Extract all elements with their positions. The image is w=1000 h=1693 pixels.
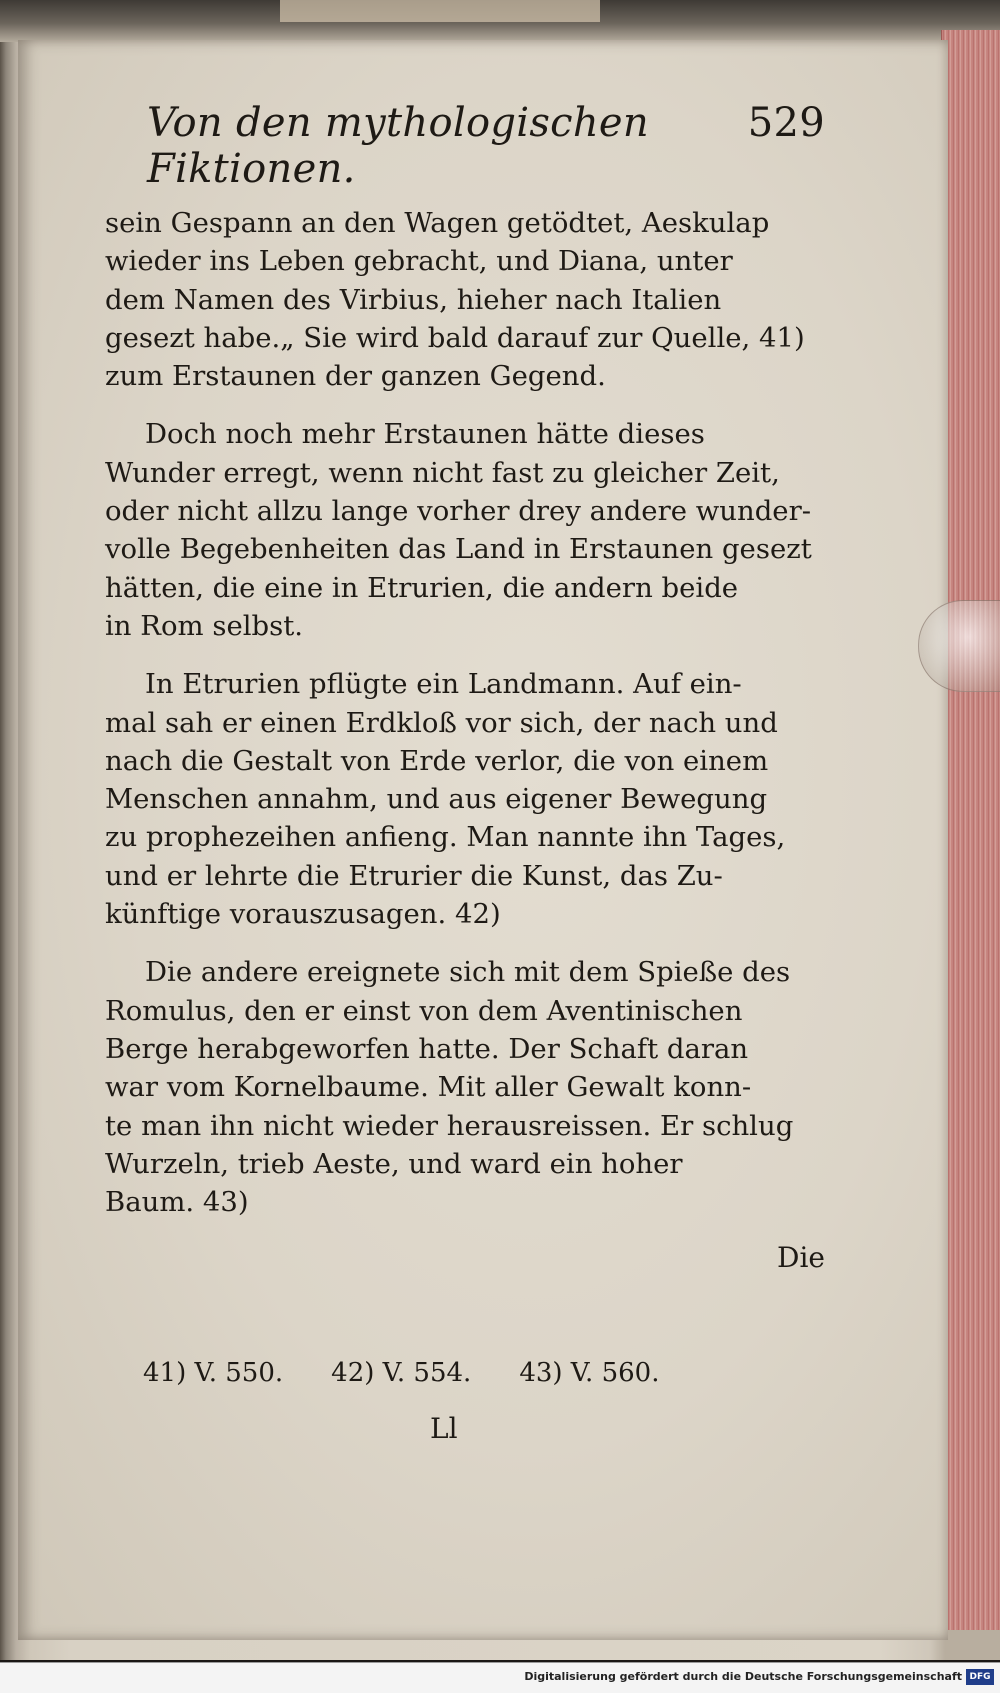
text-line: zum Erstaunen der ganzen Gegend. <box>105 360 606 393</box>
dfg-logo-icon: DFG <box>966 1669 994 1685</box>
text-line: hätten, die eine in Etrurien, die andern beide <box>105 571 739 604</box>
footnote: 43) V. 560. <box>519 1358 660 1388</box>
paragraph-3 <box>105 665 825 933</box>
catchword: Die <box>777 1241 825 1275</box>
text-line: te man ihn nicht wieder herausreissen. Er schlug <box>105 1109 794 1142</box>
running-title: Von den mythologischen Fiktionen. <box>147 100 649 192</box>
text-line: Die andere ereignete sich mit dem Spieße des <box>145 956 791 989</box>
text-line: oder nicht allzu lange vorher drey andere wunder- <box>105 495 812 528</box>
text-line: war vom Kornelbaume. Mit aller Gewalt konn- <box>105 1071 752 1104</box>
footnote: 42) V. 554. <box>331 1358 472 1388</box>
text-line: Wurzeln, trieb Aeste, und ward ein hoher <box>105 1147 683 1180</box>
text-line: Baum. 43) <box>105 1186 249 1219</box>
text-line: Doch noch mehr Erstaunen hätte dieses <box>145 418 705 451</box>
page-edges-red <box>941 30 1000 1630</box>
paragraph-1 <box>105 204 825 395</box>
text-line: und er lehrte die Etrurier die Kunst, das Zu- <box>105 859 723 892</box>
top-binding-strip <box>0 0 1000 42</box>
credit-text: Digitalisierung gefördert durch die Deutsche Forschungsgemeinschaft <box>524 1670 962 1683</box>
text-line: In Etrurien pflügte ein Landmann. Auf ein- <box>145 668 742 701</box>
page-text <box>105 100 825 1274</box>
text-line: zu prophezeihen anfieng. Man nannte ihn Tages, <box>105 821 786 854</box>
credit-bar <box>0 1662 1000 1693</box>
text-line: Romulus, den er einst von dem Aventinischen <box>105 994 743 1027</box>
paragraph-2 <box>105 415 825 645</box>
text-line: volle Begebenheiten das Land in Erstaunen gesezt <box>105 533 812 566</box>
text-line: Menschen annahm, und aus eigener Bewegung <box>105 783 768 816</box>
footnote: 41) V. 550. <box>143 1358 284 1388</box>
text-line: dem Namen des Virbius, hieher nach Italien <box>105 283 722 316</box>
text-line: künftige vorauszusagen. 42) <box>105 898 501 931</box>
library-label-fragment <box>280 0 600 22</box>
page-clip <box>918 600 1000 692</box>
page-number: 529 <box>747 100 825 146</box>
running-header <box>105 100 825 192</box>
text-line: sein Gespann an den Wagen getödtet, Aeskulap <box>105 207 770 239</box>
text-line: gesezt habe.„ Sie wird bald darauf zur Quelle, 41) <box>105 321 805 354</box>
text-line: wieder ins Leben gebracht, und Diana, unter <box>105 245 733 278</box>
text-line: nach die Gestalt von Erde verlor, die von einem <box>105 744 769 777</box>
text-line: Wunder erregt, wenn nicht fast zu gleicher Zeit, <box>105 456 780 489</box>
footnotes <box>143 1358 783 1388</box>
signature-mark: Ll <box>430 1412 458 1445</box>
text-line: Berge herabgeworfen hatte. Der Schaft daran <box>105 1032 749 1065</box>
text-line: in Rom selbst. <box>105 609 304 642</box>
text-line: mal sah er einen Erdkloß vor sich, der nach und <box>105 706 778 739</box>
paragraph-4 <box>105 953 825 1221</box>
